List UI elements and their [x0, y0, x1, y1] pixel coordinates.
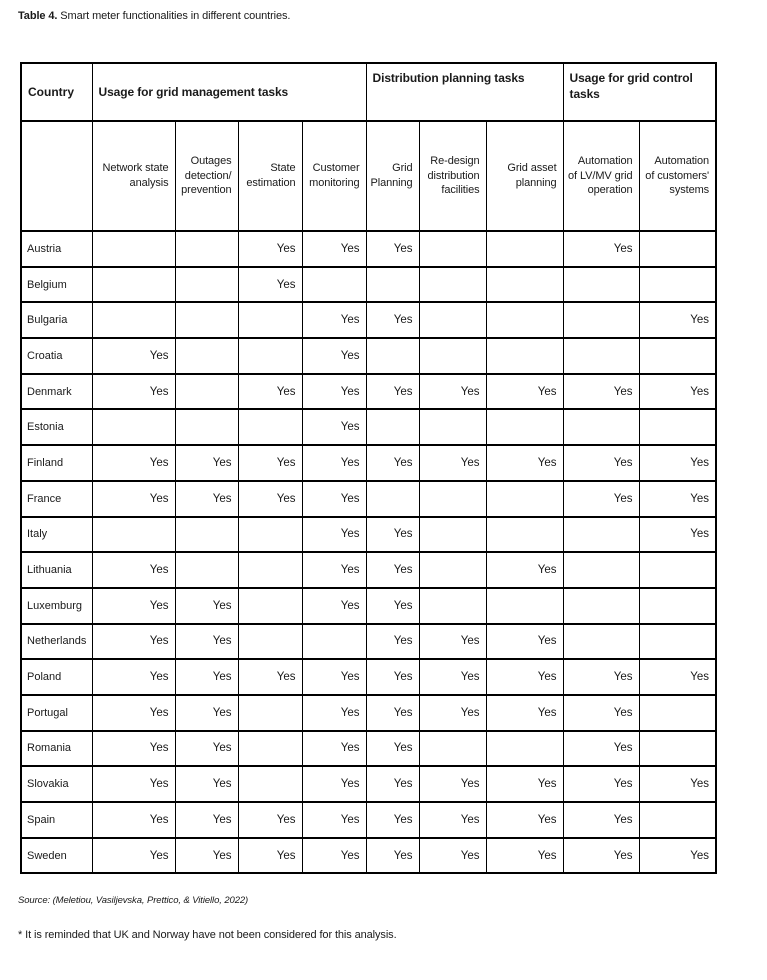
table-caption-text: Smart meter functionalities in different countries. — [57, 10, 291, 22]
country-cell: Netherlands — [21, 624, 92, 660]
value-cell: Yes — [486, 766, 563, 802]
value-cell: Yes — [366, 766, 419, 802]
value-cell — [238, 766, 302, 802]
country-cell: Italy — [21, 517, 92, 553]
value-cell: Yes — [238, 838, 302, 874]
value-cell — [238, 624, 302, 660]
value-cell — [366, 267, 419, 303]
value-cell — [366, 338, 419, 374]
country-cell: Austria — [21, 231, 92, 267]
table-row — [21, 445, 716, 481]
table-row — [21, 588, 716, 624]
value-cell: Yes — [366, 374, 419, 410]
value-cell — [419, 338, 486, 374]
value-cell — [175, 517, 238, 553]
value-cell: Yes — [366, 231, 419, 267]
value-cell: Yes — [175, 481, 238, 517]
table-row — [21, 481, 716, 517]
value-cell — [92, 267, 175, 303]
value-cell — [366, 409, 419, 445]
value-cell: Yes — [486, 838, 563, 874]
value-cell: Yes — [302, 481, 366, 517]
value-cell — [419, 481, 486, 517]
country-cell: Sweden — [21, 838, 92, 874]
value-cell: Yes — [563, 766, 639, 802]
value-cell — [92, 302, 175, 338]
value-cell — [639, 231, 716, 267]
value-cell: Yes — [302, 588, 366, 624]
source-note: Source: (Meletiou, Vasiljevska, Prettico, & Vitiello, 2022) — [18, 895, 249, 906]
country-cell: Poland — [21, 659, 92, 695]
table-row — [21, 731, 716, 767]
country-subheader-empty — [21, 121, 92, 231]
value-cell: Yes — [366, 838, 419, 874]
value-cell — [238, 588, 302, 624]
value-cell: Yes — [238, 374, 302, 410]
value-cell: Yes — [486, 374, 563, 410]
subheader-automation-customers: Automation of customers' systems — [639, 121, 716, 231]
footnote: * It is reminded that UK and Norway have not been considered for this analysis. — [18, 929, 397, 941]
value-cell: Yes — [302, 731, 366, 767]
value-cell — [563, 302, 639, 338]
value-cell: Yes — [238, 231, 302, 267]
value-cell: Yes — [563, 481, 639, 517]
value-cell: Yes — [302, 302, 366, 338]
value-cell — [238, 517, 302, 553]
value-cell — [175, 338, 238, 374]
subheader-row — [21, 121, 716, 231]
table-row — [21, 338, 716, 374]
value-cell: Yes — [92, 659, 175, 695]
value-cell — [175, 552, 238, 588]
subheader-redesign-distribution: Re-design distribution facilities — [419, 121, 486, 231]
value-cell: Yes — [639, 302, 716, 338]
value-cell: Yes — [92, 766, 175, 802]
group-header-grid-management: Usage for grid management tasks — [92, 63, 366, 121]
country-cell: Spain — [21, 802, 92, 838]
table-row — [21, 802, 716, 838]
value-cell — [639, 802, 716, 838]
value-cell — [563, 338, 639, 374]
value-cell: Yes — [419, 374, 486, 410]
value-cell: Yes — [302, 766, 366, 802]
value-cell: Yes — [92, 481, 175, 517]
value-cell: Yes — [302, 409, 366, 445]
country-cell: Romania — [21, 731, 92, 767]
country-column-header: Country — [21, 63, 92, 121]
subheader-grid-asset-planning: Grid asset planning — [486, 121, 563, 231]
value-cell — [175, 409, 238, 445]
value-cell: Yes — [419, 802, 486, 838]
country-cell: Finland — [21, 445, 92, 481]
value-cell: Yes — [486, 802, 563, 838]
value-cell: Yes — [419, 766, 486, 802]
value-cell: Yes — [92, 731, 175, 767]
value-cell: Yes — [486, 659, 563, 695]
value-cell — [92, 409, 175, 445]
value-cell — [238, 302, 302, 338]
value-cell: Yes — [486, 695, 563, 731]
value-cell: Yes — [366, 624, 419, 660]
value-cell — [563, 552, 639, 588]
value-cell: Yes — [366, 517, 419, 553]
value-cell: Yes — [175, 659, 238, 695]
country-cell: Bulgaria — [21, 302, 92, 338]
value-cell — [486, 409, 563, 445]
value-cell: Yes — [366, 445, 419, 481]
value-cell: Yes — [175, 445, 238, 481]
country-cell: France — [21, 481, 92, 517]
value-cell — [486, 302, 563, 338]
value-cell: Yes — [563, 838, 639, 874]
value-cell — [175, 267, 238, 303]
value-cell: Yes — [175, 802, 238, 838]
value-cell — [486, 231, 563, 267]
value-cell — [486, 481, 563, 517]
value-cell: Yes — [639, 481, 716, 517]
value-cell: Yes — [238, 802, 302, 838]
value-cell: Yes — [175, 731, 238, 767]
value-cell — [92, 231, 175, 267]
country-cell: Lithuania — [21, 552, 92, 588]
value-cell: Yes — [486, 624, 563, 660]
table-caption — [18, 10, 290, 22]
value-cell — [486, 267, 563, 303]
value-cell: Yes — [92, 838, 175, 874]
value-cell: Yes — [563, 374, 639, 410]
group-header-grid-control: Usage for grid control tasks — [563, 63, 716, 121]
value-cell — [563, 267, 639, 303]
table-row — [21, 659, 716, 695]
value-cell: Yes — [92, 802, 175, 838]
table-row — [21, 624, 716, 660]
value-cell — [175, 302, 238, 338]
value-cell: Yes — [92, 588, 175, 624]
value-cell: Yes — [366, 731, 419, 767]
value-cell — [639, 552, 716, 588]
table-caption-label: Table 4. — [18, 10, 58, 22]
value-cell: Yes — [419, 838, 486, 874]
subheader-state-estimation: State estimation — [238, 121, 302, 231]
subheader-outages-detection: Outages detection/ prevention — [175, 121, 238, 231]
value-cell — [563, 517, 639, 553]
value-cell — [639, 338, 716, 374]
table-row — [21, 766, 716, 802]
value-cell: Yes — [639, 517, 716, 553]
table-row — [21, 695, 716, 731]
country-cell: Luxemburg — [21, 588, 92, 624]
value-cell: Yes — [639, 838, 716, 874]
subheader-customer-monitoring: Customer monitoring — [302, 121, 366, 231]
value-cell: Yes — [92, 338, 175, 374]
value-cell: Yes — [486, 445, 563, 481]
value-cell: Yes — [302, 374, 366, 410]
value-cell: Yes — [419, 659, 486, 695]
value-cell — [639, 409, 716, 445]
value-cell — [486, 338, 563, 374]
value-cell: Yes — [302, 802, 366, 838]
country-cell: Belgium — [21, 267, 92, 303]
value-cell: Yes — [238, 659, 302, 695]
country-cell: Slovakia — [21, 766, 92, 802]
value-cell: Yes — [563, 231, 639, 267]
smart-meter-table — [20, 62, 717, 874]
value-cell — [238, 695, 302, 731]
value-cell — [238, 409, 302, 445]
value-cell: Yes — [366, 552, 419, 588]
value-cell: Yes — [92, 445, 175, 481]
subheader-automation-lvmv: Automation of LV/MV grid operation — [563, 121, 639, 231]
country-cell: Croatia — [21, 338, 92, 374]
value-cell: Yes — [563, 659, 639, 695]
country-cell: Estonia — [21, 409, 92, 445]
value-cell: Yes — [92, 695, 175, 731]
country-cell: Portugal — [21, 695, 92, 731]
table-row — [21, 409, 716, 445]
value-cell: Yes — [238, 267, 302, 303]
value-cell: Yes — [302, 517, 366, 553]
value-cell: Yes — [366, 659, 419, 695]
table-row — [21, 374, 716, 410]
value-cell: Yes — [419, 695, 486, 731]
value-cell: Yes — [563, 731, 639, 767]
subheader-network-state-analysis: Network state analysis — [92, 121, 175, 231]
value-cell — [486, 731, 563, 767]
value-cell: Yes — [302, 231, 366, 267]
value-cell — [419, 517, 486, 553]
value-cell — [419, 231, 486, 267]
value-cell — [175, 231, 238, 267]
value-cell: Yes — [302, 552, 366, 588]
value-cell — [302, 624, 366, 660]
value-cell — [419, 731, 486, 767]
value-cell: Yes — [366, 588, 419, 624]
country-cell: Denmark — [21, 374, 92, 410]
value-cell: Yes — [486, 552, 563, 588]
value-cell: Yes — [92, 624, 175, 660]
value-cell: Yes — [366, 802, 419, 838]
value-cell — [563, 588, 639, 624]
value-cell: Yes — [563, 695, 639, 731]
value-cell: Yes — [92, 552, 175, 588]
value-cell: Yes — [639, 766, 716, 802]
value-cell — [238, 731, 302, 767]
value-cell: Yes — [238, 445, 302, 481]
value-cell: Yes — [563, 802, 639, 838]
group-header-row — [21, 63, 716, 121]
value-cell: Yes — [639, 374, 716, 410]
value-cell: Yes — [419, 445, 486, 481]
table-row — [21, 517, 716, 553]
value-cell: Yes — [639, 445, 716, 481]
value-cell — [419, 588, 486, 624]
value-cell: Yes — [175, 588, 238, 624]
value-cell — [639, 695, 716, 731]
value-cell — [238, 338, 302, 374]
value-cell: Yes — [563, 445, 639, 481]
value-cell: Yes — [302, 338, 366, 374]
value-cell — [175, 374, 238, 410]
value-cell: Yes — [238, 481, 302, 517]
value-cell: Yes — [419, 624, 486, 660]
value-cell: Yes — [366, 695, 419, 731]
value-cell — [238, 552, 302, 588]
value-cell — [419, 267, 486, 303]
value-cell: Yes — [175, 766, 238, 802]
value-cell: Yes — [639, 659, 716, 695]
value-cell: Yes — [175, 695, 238, 731]
value-cell — [639, 624, 716, 660]
table-row — [21, 838, 716, 874]
value-cell — [92, 517, 175, 553]
value-cell — [302, 267, 366, 303]
value-cell — [486, 588, 563, 624]
value-cell — [639, 731, 716, 767]
value-cell: Yes — [366, 302, 419, 338]
table-row — [21, 302, 716, 338]
table-body — [21, 231, 716, 873]
value-cell — [639, 588, 716, 624]
value-cell: Yes — [92, 374, 175, 410]
value-cell — [419, 409, 486, 445]
table-row — [21, 267, 716, 303]
group-header-distribution-planning: Distribution planning tasks — [366, 63, 563, 121]
value-cell: Yes — [302, 695, 366, 731]
value-cell: Yes — [302, 659, 366, 695]
subheader-grid-planning: Grid Planning — [366, 121, 419, 231]
value-cell — [563, 409, 639, 445]
value-cell — [419, 302, 486, 338]
value-cell — [419, 552, 486, 588]
value-cell: Yes — [302, 445, 366, 481]
value-cell — [639, 267, 716, 303]
value-cell — [486, 517, 563, 553]
table-row — [21, 552, 716, 588]
value-cell — [366, 481, 419, 517]
value-cell: Yes — [175, 624, 238, 660]
value-cell: Yes — [175, 838, 238, 874]
table-row — [21, 231, 716, 267]
value-cell — [563, 624, 639, 660]
value-cell: Yes — [302, 838, 366, 874]
